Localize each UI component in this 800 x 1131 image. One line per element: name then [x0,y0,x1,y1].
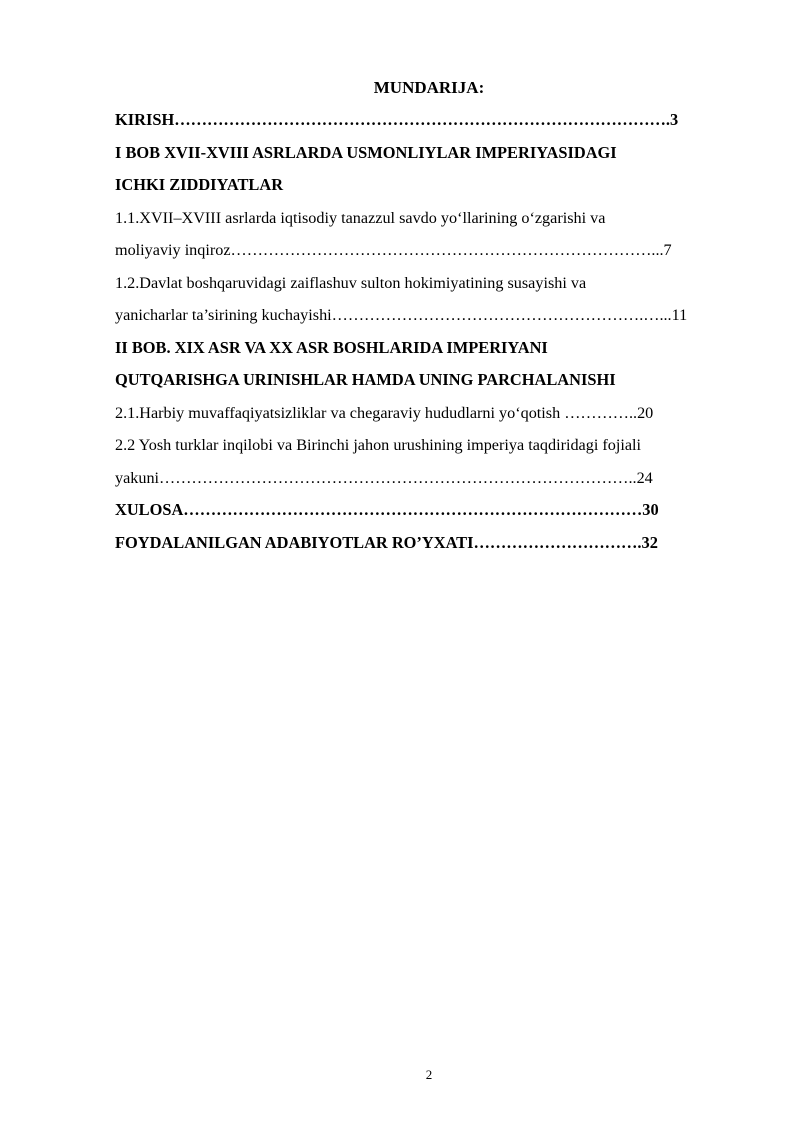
toc-section-1-1-line-2: moliyaviy inqiroz……………………………………………………………………...7 [115,241,672,259]
toc-title: MUNDARIJA: [373,78,485,97]
toc-chapter-1-title-line-2: ICHKI ZIDDIYATLAR [115,175,284,194]
toc-entry-xulosa: XULOSA…………………………………………………………………………30 [115,500,659,519]
toc-section-2-2-line-2: yakuni……………………………………………………………………………..24 [115,468,653,487]
toc-chapter-2-title-line-1: II BOB. XIX ASR VA XX ASR BOSHLARIDA IMPERIYANI [115,337,548,357]
toc-section-2-1: 2.1.Harbiy muvaffaqiyatsizliklar va chegaraviy hududlarni yo‘qotish …………..20 [115,403,654,422]
toc-section-2-2-line-1: 2.2 Yosh turklar inqilobi va Birinchi jahon urushining imperiya taqdiridagi fojiali [115,436,642,454]
toc-section-1-1-line-1: 1.1.XVII–XVIII asrlarda iqtisodiy tanazzul savdo yo‘llarining o‘zgarishi va [115,208,606,227]
toc-chapter-1-title-line-1: I BOB XVII-XVIII ASRLARDA USMONLIYLAR IMPERIYASIDAGI [115,142,617,162]
toc-entry-references: FOYDALANILGAN ADABIYOTLAR RO’YXATI………………………….32 [115,532,658,552]
toc-section-1-2-line-2: yanicharlar ta’sirining kuchayishi………………………………………………….…...11 [115,306,688,324]
toc-entry-kirish: KIRISH……………………………………………………………………………….3 [115,110,679,129]
toc-chapter-2-title-line-2: QUTQARISHGA URINISHLAR HAMDA UNING PARCHALANISHI [115,370,616,389]
toc-section-1-2-line-1: 1.2.Davlat boshqaruvidagi zaiflashuv sulton hokimiyatining susayishi va [115,273,587,292]
page-number: 2 [425,1067,433,1082]
table-of-contents [115,107,745,562]
